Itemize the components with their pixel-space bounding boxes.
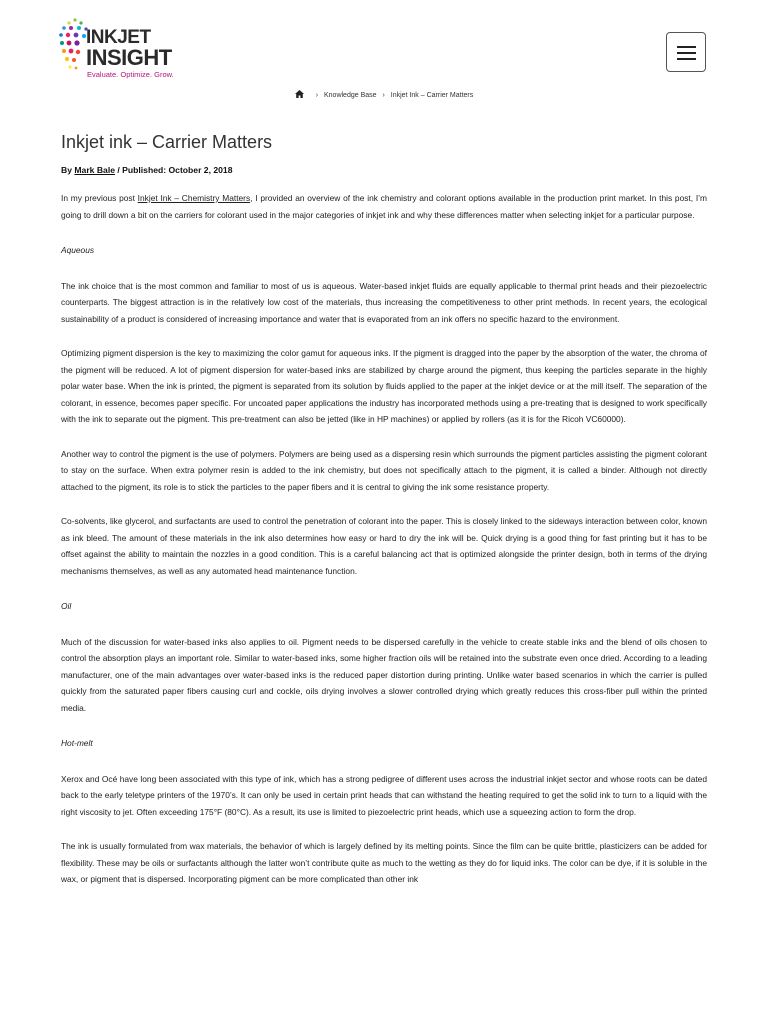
page-title: Inkjet ink – Carrier Matters	[61, 132, 273, 152]
paragraph: Optimizing pigment dispersion is the key to maximizing the color gamut for aqueous inks. If the pigment is dragged into the paper by the absorption of the water, the chroma of the pigment will be reduced. A lot of pigment dispersion for water-based inks are stabilized by charge around the pigment, thus keeping the particles separate in the highly polar water base. When the ink is printed, the pigment is separated from its solution by fluids applied to the paper at the inkjet device or at the mill itself. The separation of the colorant, in essence, becomes paper specific. For uncoated paper applications the industry has incorporated methods using a pre-treating that is designed to work specifically with the ink to separate out the pigment. This pre-treatment can also be jetted (like in HP machines) or applied by rollers (as it is for the Ricoh VC60000).	[61, 348, 707, 424]
chevron-right-icon: ›	[382, 92, 385, 99]
published-date: / Published: October 2, 2018	[115, 165, 233, 175]
article	[61, 128, 707, 888]
chevron-right-icon: ›	[315, 92, 319, 99]
section-heading-hot-melt: Hot-melt	[61, 738, 93, 748]
section-heading-oil: Oil	[61, 601, 72, 611]
paragraph: Xerox and Océ have long been associated with this type of ink, which has a strong pedigree of different uses across the industrial inkjet sector and whose roots can be dated back to the early teletype printers of the 1970’s. It can only be used in certain print heads that can withstand the heating required to get the solid ink to turn to a liquid with the right viscosity to jet. Often exceeding 175°F (80°C). As a result, its use is limited to piezoelectric print heads, which use a squeezing action to form the drop.	[61, 773, 707, 817]
paragraph: Much of the discussion for water-based inks also applies to oil. Pigment needs to be dispersed carefully in the vehicle to create stable inks and the blend of oils chosen to control the absorption plays an important role. Similar to water-based inks, some higher fraction oils will be retained into the substrate even once dried. According to a leading manufacturer, one of the main advantages over water-based inks is the reduced paper distortion during printing. Unlike water based scenarios in which the carrier is pulled quickly from the saturated paper fibers causing curl and cockle, oils drying involves a slower controlled drying which greatly reduces this cross-fiber pull within the printed media.	[61, 636, 707, 713]
byline	[61, 164, 707, 176]
menu-button[interactable]	[666, 32, 706, 72]
paragraph: Co-solvents, like glycerol, and surfactants are used to control the penetration of colorant into the paper. This is closely linked to the sideways interaction between color, known as ink bleed. The amount of these materials in the ink also determines how easy or hard to dry the ink will be. Quick drying is a good thing for fast printing but it has to be offset against the ability to maintain the nozzles in a good condition. This is a careful balancing act that is optimized alongside the printer design, both in terms of the drying mechanisms themselves, as well as any automated head maintenance function.	[61, 516, 707, 576]
home-icon[interactable]	[295, 90, 304, 98]
intro-paragraph	[61, 190, 707, 223]
hamburger-icon-bar	[677, 52, 696, 54]
author-link[interactable]: Mark Bale	[74, 165, 115, 175]
paragraph: The ink is usually formulated from wax materials, the behavior of which is largely defined by its melting points. Since the film can be quite brittle, plasticizers can be added for flexibility. These may be oils or surfactants although the latter won’t contribute quite as much to the wetting as they do for liquid inks. The color can be dye, if it is soluble in the wax, or pigment that is dispersed. Incorporating pigment can be more complicated than other ink	[61, 841, 707, 884]
breadcrumb-item-current: Inkjet Ink – Carrier Matters	[390, 92, 474, 99]
breadcrumb	[0, 90, 768, 99]
previous-post-link[interactable]: Inkjet Ink – Chemistry Matters	[137, 193, 251, 203]
paragraph: Another way to control the pigment is the use of polymers. Polymers are being used as a dispersing resin which surrounds the pigment particles assisting the pigment colorant to stay on the surface. When extra polymer resin is added to the ink chemistry, but does not specifically attach to the pigment, it is called a binder. Although not directly attached to the pigment, its role is to stick the particles to the paper fibers and it is central to giving the ink some resistance property.	[61, 448, 707, 492]
logo-tagline: Evaluate. Optimize. Grow.	[87, 70, 174, 79]
breadcrumb-item-knowledge-base[interactable]: Knowledge Base	[323, 92, 377, 99]
hamburger-icon-bar	[677, 46, 696, 48]
byline-by: By	[61, 165, 72, 175]
logo-wordmark-inkjet: INKJET	[86, 27, 151, 48]
section-heading-aqueous: Aqueous	[61, 245, 95, 255]
site-logo[interactable]	[58, 16, 198, 82]
paragraph: The ink choice that is the most common and familiar to most of us is aqueous. Water-based inkjet fluids are equally applicable to thermal print heads and their piezoelectric counterparts. The biggest attraction is in the relatively low cost of the materials, thus increasing the competitiveness to other print methods. In recent years, the ecological sustainability of a product is considered of increasing importance and water that is evaporated from an ink offers no specific hazard to the environment.	[61, 280, 707, 324]
logo-wordmark-insight: INSIGHT	[86, 45, 172, 70]
hamburger-icon-bar	[677, 58, 696, 60]
intro-text: , I provided an overview of the ink chemistry and colorant options available in the production print market. In this post, I’m going to drill down a bit on the carriers for colorant used in the major categories of inkjet ink and why these differences matter when selecting inkjet for a particular purpose.	[61, 193, 707, 220]
intro-text: In my previous post	[61, 193, 138, 203]
